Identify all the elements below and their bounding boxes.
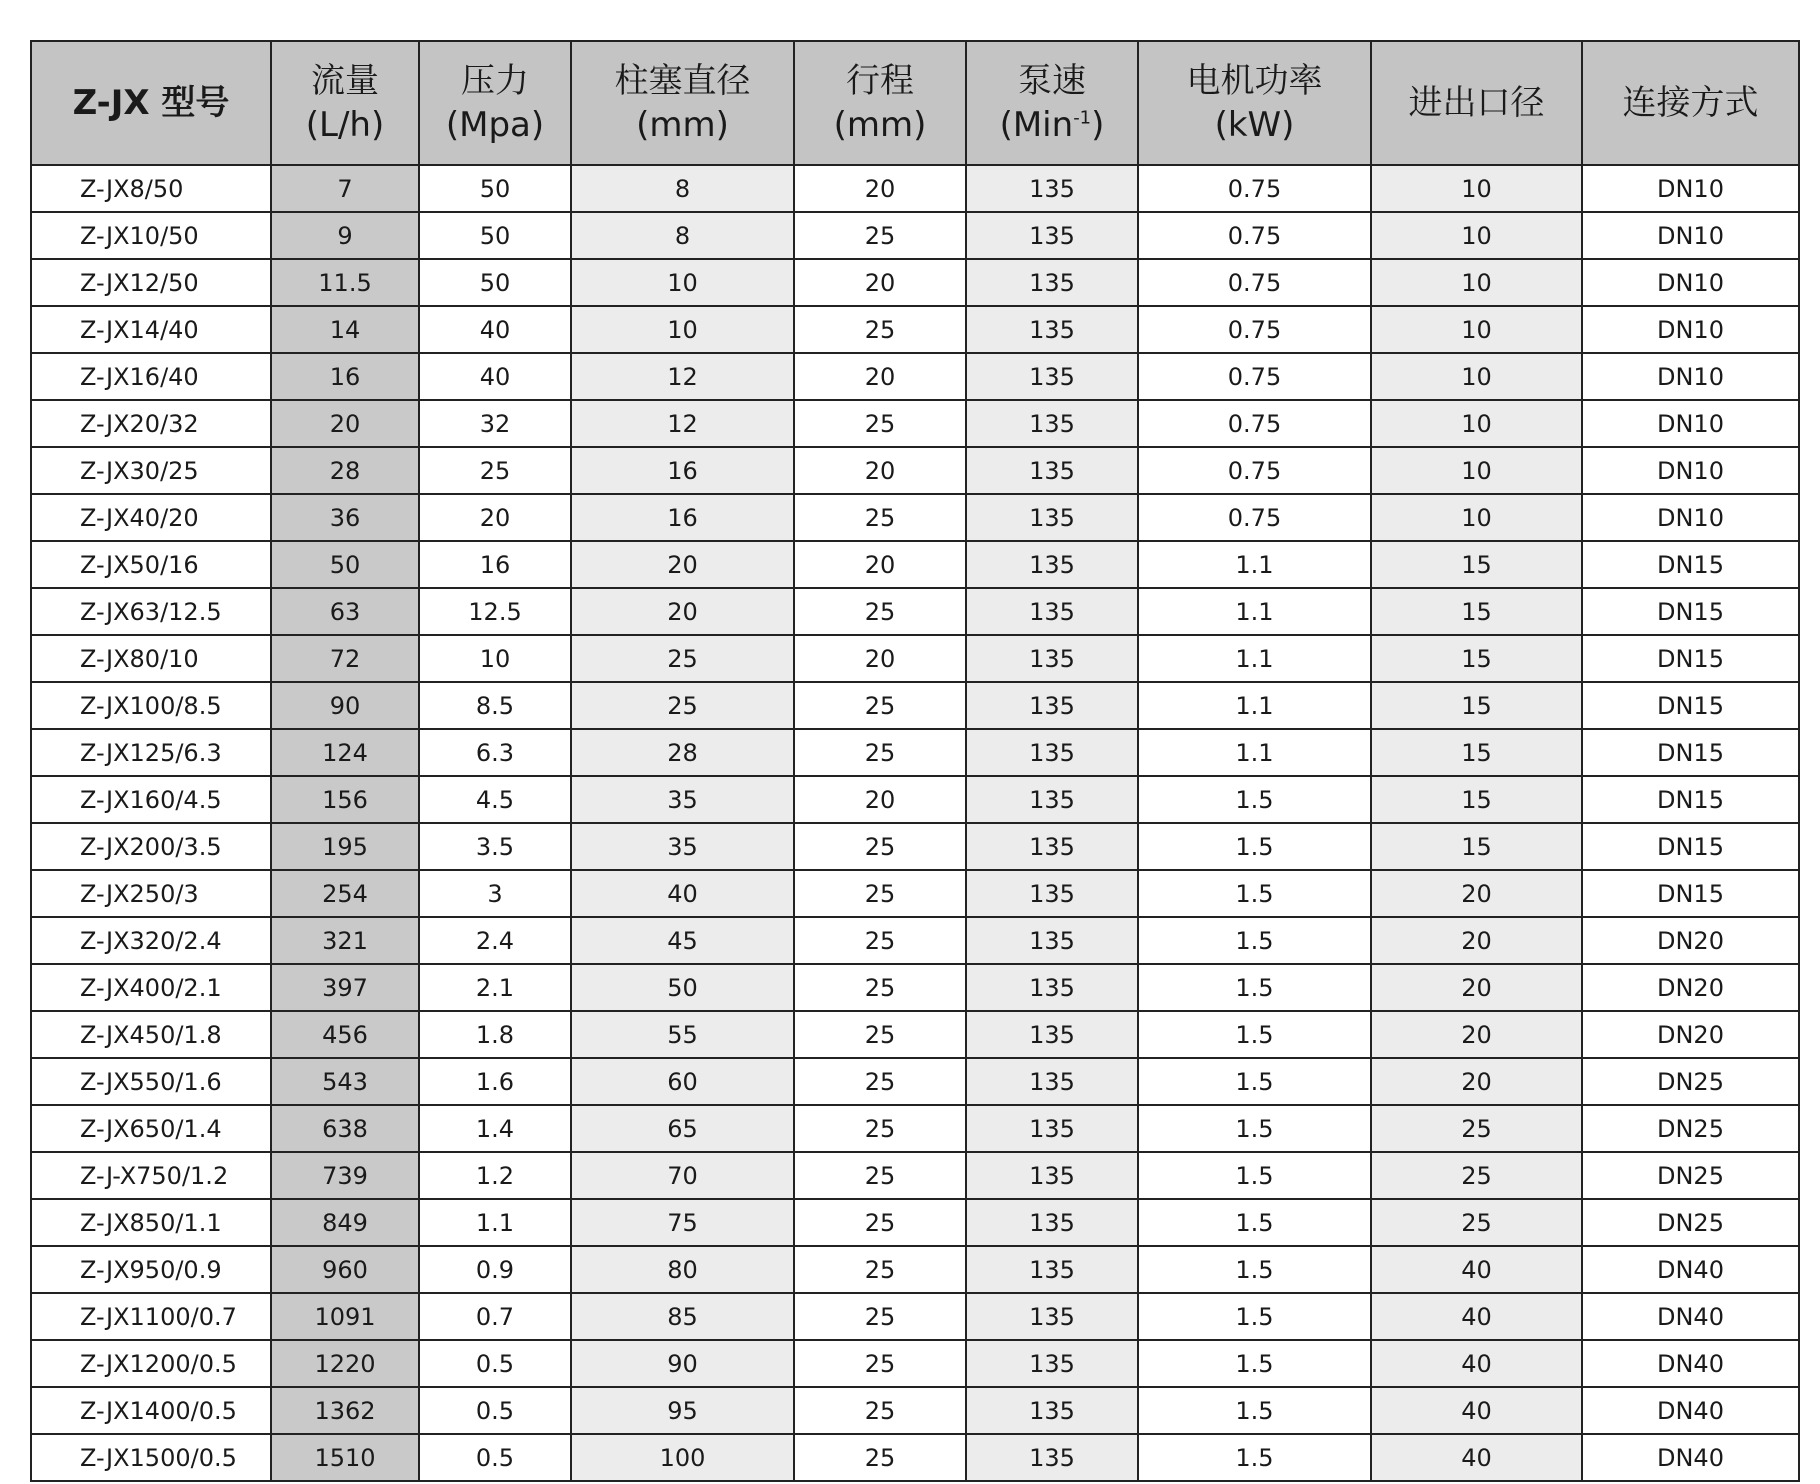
table-row — [31, 447, 1799, 494]
cell-flow: 195 — [271, 823, 419, 870]
cell-stroke: 25 — [794, 306, 966, 353]
cell-plunger-diameter: 16 — [571, 447, 794, 494]
cell-port-diameter: 10 — [1371, 447, 1582, 494]
pump-spec-table — [30, 40, 1800, 1482]
cell-motor-power: 0.75 — [1138, 494, 1371, 541]
cell-pressure: 16 — [419, 541, 571, 588]
cell-port-diameter: 25 — [1371, 1152, 1582, 1199]
cell-flow: 739 — [271, 1152, 419, 1199]
cell-model: Z-JX100/8.5 — [31, 682, 271, 729]
cell-connection-type: DN15 — [1582, 823, 1799, 870]
cell-stroke: 20 — [794, 447, 966, 494]
cell-flow: 254 — [271, 870, 419, 917]
cell-flow: 11.5 — [271, 259, 419, 306]
cell-flow: 456 — [271, 1011, 419, 1058]
cell-flow: 1220 — [271, 1340, 419, 1387]
cell-motor-power: 1.1 — [1138, 541, 1371, 588]
cell-pump-speed: 135 — [966, 588, 1138, 635]
table-row — [31, 1152, 1799, 1199]
cell-pump-speed: 135 — [966, 1105, 1138, 1152]
table-row — [31, 729, 1799, 776]
cell-flow: 1362 — [271, 1387, 419, 1434]
cell-pump-speed: 135 — [966, 1011, 1138, 1058]
header-port-diameter: 进出口径 — [1371, 41, 1582, 165]
cell-motor-power: 0.75 — [1138, 447, 1371, 494]
cell-stroke: 25 — [794, 400, 966, 447]
cell-model: Z-JX20/32 — [31, 400, 271, 447]
cell-stroke: 25 — [794, 1011, 966, 1058]
cell-flow: 321 — [271, 917, 419, 964]
cell-plunger-diameter: 35 — [571, 776, 794, 823]
cell-model: Z-JX950/0.9 — [31, 1246, 271, 1293]
cell-connection-type: DN25 — [1582, 1152, 1799, 1199]
cell-model: Z-JX250/3 — [31, 870, 271, 917]
table-row — [31, 259, 1799, 306]
cell-connection-type: DN20 — [1582, 1011, 1799, 1058]
cell-connection-type: DN10 — [1582, 165, 1799, 212]
cell-pump-speed: 135 — [966, 400, 1138, 447]
cell-pressure: 0.7 — [419, 1293, 571, 1340]
table-body — [31, 165, 1799, 1481]
cell-connection-type: DN25 — [1582, 1199, 1799, 1246]
cell-pump-speed: 135 — [966, 541, 1138, 588]
cell-plunger-diameter: 25 — [571, 682, 794, 729]
table-row — [31, 494, 1799, 541]
cell-plunger-diameter: 20 — [571, 541, 794, 588]
cell-model: Z-JX1100/0.7 — [31, 1293, 271, 1340]
table-row — [31, 1387, 1799, 1434]
cell-flow: 90 — [271, 682, 419, 729]
cell-plunger-diameter: 40 — [571, 870, 794, 917]
cell-stroke: 25 — [794, 1246, 966, 1293]
cell-port-diameter: 15 — [1371, 776, 1582, 823]
table-row — [31, 1434, 1799, 1481]
cell-motor-power: 0.75 — [1138, 259, 1371, 306]
cell-pump-speed: 135 — [966, 165, 1138, 212]
table-row — [31, 1058, 1799, 1105]
cell-pressure: 50 — [419, 165, 571, 212]
cell-pressure: 2.4 — [419, 917, 571, 964]
cell-pressure: 40 — [419, 306, 571, 353]
cell-stroke: 20 — [794, 776, 966, 823]
cell-pressure: 4.5 — [419, 776, 571, 823]
cell-port-diameter: 20 — [1371, 917, 1582, 964]
cell-stroke: 20 — [794, 259, 966, 306]
cell-motor-power: 0.75 — [1138, 165, 1371, 212]
cell-connection-type: DN25 — [1582, 1058, 1799, 1105]
cell-port-diameter: 15 — [1371, 729, 1582, 776]
cell-motor-power: 1.5 — [1138, 1293, 1371, 1340]
cell-plunger-diameter: 70 — [571, 1152, 794, 1199]
cell-pump-speed: 135 — [966, 447, 1138, 494]
cell-connection-type: DN15 — [1582, 635, 1799, 682]
cell-flow: 638 — [271, 1105, 419, 1152]
cell-pump-speed: 135 — [966, 1340, 1138, 1387]
cell-pump-speed: 135 — [966, 1058, 1138, 1105]
cell-port-diameter: 15 — [1371, 541, 1582, 588]
cell-connection-type: DN15 — [1582, 541, 1799, 588]
cell-pump-speed: 135 — [966, 917, 1138, 964]
cell-stroke: 20 — [794, 635, 966, 682]
cell-flow: 28 — [271, 447, 419, 494]
table-row — [31, 823, 1799, 870]
cell-pressure: 25 — [419, 447, 571, 494]
cell-pressure: 50 — [419, 259, 571, 306]
cell-stroke: 25 — [794, 1434, 966, 1481]
cell-connection-type: DN10 — [1582, 353, 1799, 400]
table-row — [31, 870, 1799, 917]
cell-motor-power: 1.5 — [1138, 1246, 1371, 1293]
cell-model: Z-JX14/40 — [31, 306, 271, 353]
cell-port-diameter: 40 — [1371, 1246, 1582, 1293]
cell-model: Z-JX63/12.5 — [31, 588, 271, 635]
cell-model: Z-JX320/2.4 — [31, 917, 271, 964]
cell-port-diameter: 20 — [1371, 1011, 1582, 1058]
cell-model: Z-JX50/16 — [31, 541, 271, 588]
header-row — [31, 41, 1799, 165]
cell-pressure: 1.4 — [419, 1105, 571, 1152]
cell-stroke: 25 — [794, 729, 966, 776]
cell-stroke: 25 — [794, 1152, 966, 1199]
cell-pump-speed: 135 — [966, 776, 1138, 823]
cell-pressure: 6.3 — [419, 729, 571, 776]
cell-port-diameter: 15 — [1371, 588, 1582, 635]
cell-pressure: 3.5 — [419, 823, 571, 870]
header-pump-speed: 泵速 (Min$^{-1}$) — [966, 41, 1138, 165]
header-model: Z-JX 型号 — [31, 41, 271, 165]
cell-pressure: 12.5 — [419, 588, 571, 635]
cell-port-diameter: 10 — [1371, 494, 1582, 541]
table-row — [31, 1293, 1799, 1340]
cell-motor-power: 1.5 — [1138, 1105, 1371, 1152]
header-stroke: 行程 (mm) — [794, 41, 966, 165]
cell-flow: 72 — [271, 635, 419, 682]
table-row — [31, 212, 1799, 259]
cell-pressure: 0.5 — [419, 1434, 571, 1481]
cell-port-diameter: 10 — [1371, 259, 1582, 306]
table-row — [31, 917, 1799, 964]
cell-stroke: 25 — [794, 682, 966, 729]
cell-pressure: 0.5 — [419, 1340, 571, 1387]
cell-model: Z-JX12/50 — [31, 259, 271, 306]
cell-model: Z-JX550/1.6 — [31, 1058, 271, 1105]
cell-plunger-diameter: 8 — [571, 165, 794, 212]
table-row — [31, 635, 1799, 682]
cell-connection-type: DN10 — [1582, 447, 1799, 494]
cell-pump-speed: 135 — [966, 682, 1138, 729]
cell-motor-power: 1.1 — [1138, 635, 1371, 682]
cell-connection-type: DN15 — [1582, 870, 1799, 917]
cell-stroke: 25 — [794, 870, 966, 917]
header-plunger-diameter: 柱塞直径 (mm) — [571, 41, 794, 165]
cell-model: Z-JX80/10 — [31, 635, 271, 682]
cell-port-diameter: 10 — [1371, 165, 1582, 212]
table-row — [31, 588, 1799, 635]
cell-stroke: 25 — [794, 917, 966, 964]
cell-flow: 124 — [271, 729, 419, 776]
cell-pump-speed: 135 — [966, 1387, 1138, 1434]
cell-plunger-diameter: 16 — [571, 494, 794, 541]
table-row — [31, 400, 1799, 447]
cell-plunger-diameter: 35 — [571, 823, 794, 870]
cell-connection-type: DN40 — [1582, 1434, 1799, 1481]
cell-pressure: 20 — [419, 494, 571, 541]
cell-port-diameter: 10 — [1371, 353, 1582, 400]
cell-model: Z-JX1200/0.5 — [31, 1340, 271, 1387]
cell-model: Z-J-X750/1.2 — [31, 1152, 271, 1199]
header-motor-power: 电机功率 (kW) — [1138, 41, 1371, 165]
cell-motor-power: 1.5 — [1138, 1434, 1371, 1481]
cell-model: Z-JX1500/0.5 — [31, 1434, 271, 1481]
cell-model: Z-JX30/25 — [31, 447, 271, 494]
cell-pressure: 10 — [419, 635, 571, 682]
header-flow: 流量 (L/h) — [271, 41, 419, 165]
cell-stroke: 25 — [794, 1293, 966, 1340]
cell-plunger-diameter: 75 — [571, 1199, 794, 1246]
cell-pump-speed: 135 — [966, 635, 1138, 682]
header-pump-speed-unit: (Min$^{-1}$) — [999, 105, 1105, 145]
cell-stroke: 25 — [794, 964, 966, 1011]
table-row — [31, 964, 1799, 1011]
cell-pump-speed: 135 — [966, 494, 1138, 541]
cell-motor-power: 1.5 — [1138, 964, 1371, 1011]
cell-connection-type: DN10 — [1582, 494, 1799, 541]
cell-flow: 9 — [271, 212, 419, 259]
table-row — [31, 1246, 1799, 1293]
cell-motor-power: 0.75 — [1138, 353, 1371, 400]
cell-port-diameter: 20 — [1371, 964, 1582, 1011]
cell-motor-power: 1.5 — [1138, 1340, 1371, 1387]
cell-model: Z-JX160/4.5 — [31, 776, 271, 823]
cell-port-diameter: 15 — [1371, 823, 1582, 870]
cell-stroke: 25 — [794, 823, 966, 870]
cell-stroke: 25 — [794, 1199, 966, 1246]
cell-motor-power: 0.75 — [1138, 212, 1371, 259]
header-pressure: 压力 (Mpa) — [419, 41, 571, 165]
cell-stroke: 25 — [794, 1387, 966, 1434]
cell-pump-speed: 135 — [966, 259, 1138, 306]
cell-plunger-diameter: 28 — [571, 729, 794, 776]
cell-stroke: 25 — [794, 1058, 966, 1105]
cell-model: Z-JX1400/0.5 — [31, 1387, 271, 1434]
cell-motor-power: 1.1 — [1138, 729, 1371, 776]
cell-flow: 63 — [271, 588, 419, 635]
cell-flow: 849 — [271, 1199, 419, 1246]
cell-motor-power: 1.5 — [1138, 1058, 1371, 1105]
cell-connection-type: DN40 — [1582, 1340, 1799, 1387]
cell-flow: 20 — [271, 400, 419, 447]
cell-flow: 397 — [271, 964, 419, 1011]
cell-plunger-diameter: 8 — [571, 212, 794, 259]
cell-pump-speed: 135 — [966, 306, 1138, 353]
cell-pressure: 1.2 — [419, 1152, 571, 1199]
cell-pump-speed: 135 — [966, 212, 1138, 259]
cell-plunger-diameter: 50 — [571, 964, 794, 1011]
cell-plunger-diameter: 10 — [571, 306, 794, 353]
cell-pressure: 0.9 — [419, 1246, 571, 1293]
cell-port-diameter: 10 — [1371, 306, 1582, 353]
cell-motor-power: 1.5 — [1138, 870, 1371, 917]
cell-port-diameter: 10 — [1371, 212, 1582, 259]
table-row — [31, 165, 1799, 212]
cell-port-diameter: 20 — [1371, 870, 1582, 917]
cell-model: Z-JX16/40 — [31, 353, 271, 400]
cell-pump-speed: 135 — [966, 1434, 1138, 1481]
cell-plunger-diameter: 12 — [571, 400, 794, 447]
cell-port-diameter: 20 — [1371, 1058, 1582, 1105]
cell-pump-speed: 135 — [966, 1246, 1138, 1293]
cell-connection-type: DN15 — [1582, 729, 1799, 776]
cell-pressure: 40 — [419, 353, 571, 400]
cell-pump-speed: 135 — [966, 1152, 1138, 1199]
cell-flow: 7 — [271, 165, 419, 212]
cell-motor-power: 1.5 — [1138, 776, 1371, 823]
cell-stroke: 25 — [794, 212, 966, 259]
table-row — [31, 1105, 1799, 1152]
cell-motor-power: 1.5 — [1138, 917, 1371, 964]
cell-plunger-diameter: 20 — [571, 588, 794, 635]
cell-pump-speed: 135 — [966, 823, 1138, 870]
cell-port-diameter: 10 — [1371, 400, 1582, 447]
cell-plunger-diameter: 45 — [571, 917, 794, 964]
cell-flow: 1091 — [271, 1293, 419, 1340]
cell-plunger-diameter: 25 — [571, 635, 794, 682]
cell-connection-type: DN10 — [1582, 212, 1799, 259]
cell-plunger-diameter: 100 — [571, 1434, 794, 1481]
cell-flow: 1510 — [271, 1434, 419, 1481]
cell-port-diameter: 25 — [1371, 1105, 1582, 1152]
cell-stroke: 20 — [794, 165, 966, 212]
cell-pressure: 50 — [419, 212, 571, 259]
cell-pressure: 1.8 — [419, 1011, 571, 1058]
table-row — [31, 1011, 1799, 1058]
cell-port-diameter: 40 — [1371, 1293, 1582, 1340]
table-row — [31, 306, 1799, 353]
cell-connection-type: DN15 — [1582, 588, 1799, 635]
cell-port-diameter: 40 — [1371, 1387, 1582, 1434]
cell-plunger-diameter: 90 — [571, 1340, 794, 1387]
cell-flow: 50 — [271, 541, 419, 588]
cell-pressure: 8.5 — [419, 682, 571, 729]
cell-model: Z-JX40/20 — [31, 494, 271, 541]
cell-pressure: 1.1 — [419, 1199, 571, 1246]
cell-stroke: 20 — [794, 541, 966, 588]
cell-flow: 543 — [271, 1058, 419, 1105]
cell-stroke: 20 — [794, 353, 966, 400]
cell-connection-type: DN15 — [1582, 776, 1799, 823]
cell-flow: 36 — [271, 494, 419, 541]
cell-model: Z-JX200/3.5 — [31, 823, 271, 870]
cell-pressure: 0.5 — [419, 1387, 571, 1434]
cell-flow: 14 — [271, 306, 419, 353]
cell-motor-power: 1.5 — [1138, 1387, 1371, 1434]
cell-plunger-diameter: 80 — [571, 1246, 794, 1293]
header-connection-type: 连接方式 — [1582, 41, 1799, 165]
cell-motor-power: 1.5 — [1138, 823, 1371, 870]
cell-motor-power: 1.1 — [1138, 588, 1371, 635]
table-row — [31, 353, 1799, 400]
cell-model: Z-JX400/2.1 — [31, 964, 271, 1011]
cell-pressure: 32 — [419, 400, 571, 447]
cell-flow: 960 — [271, 1246, 419, 1293]
table-row — [31, 776, 1799, 823]
table-row — [31, 541, 1799, 588]
cell-port-diameter: 15 — [1371, 635, 1582, 682]
cell-pump-speed: 135 — [966, 1199, 1138, 1246]
cell-connection-type: DN20 — [1582, 964, 1799, 1011]
cell-pressure: 2.1 — [419, 964, 571, 1011]
cell-port-diameter: 40 — [1371, 1434, 1582, 1481]
cell-pump-speed: 135 — [966, 729, 1138, 776]
cell-connection-type: DN40 — [1582, 1293, 1799, 1340]
cell-model: Z-JX650/1.4 — [31, 1105, 271, 1152]
cell-flow: 16 — [271, 353, 419, 400]
cell-connection-type: DN40 — [1582, 1246, 1799, 1293]
cell-plunger-diameter: 85 — [571, 1293, 794, 1340]
cell-plunger-diameter: 65 — [571, 1105, 794, 1152]
cell-motor-power: 1.5 — [1138, 1152, 1371, 1199]
cell-model: Z-JX125/6.3 — [31, 729, 271, 776]
cell-stroke: 25 — [794, 1105, 966, 1152]
cell-port-diameter: 15 — [1371, 682, 1582, 729]
cell-motor-power: 1.5 — [1138, 1199, 1371, 1246]
cell-connection-type: DN10 — [1582, 259, 1799, 306]
table-row — [31, 682, 1799, 729]
cell-connection-type: DN10 — [1582, 400, 1799, 447]
cell-model: Z-JX850/1.1 — [31, 1199, 271, 1246]
cell-pump-speed: 135 — [966, 870, 1138, 917]
cell-motor-power: 0.75 — [1138, 306, 1371, 353]
cell-plunger-diameter: 95 — [571, 1387, 794, 1434]
cell-motor-power: 1.1 — [1138, 682, 1371, 729]
cell-flow: 156 — [271, 776, 419, 823]
cell-stroke: 25 — [794, 494, 966, 541]
cell-pump-speed: 135 — [966, 1293, 1138, 1340]
table-row — [31, 1199, 1799, 1246]
cell-plunger-diameter: 60 — [571, 1058, 794, 1105]
cell-port-diameter: 40 — [1371, 1340, 1582, 1387]
cell-model: Z-JX450/1.8 — [31, 1011, 271, 1058]
cell-connection-type: DN15 — [1582, 682, 1799, 729]
cell-motor-power: 0.75 — [1138, 400, 1371, 447]
cell-plunger-diameter: 55 — [571, 1011, 794, 1058]
cell-connection-type: DN40 — [1582, 1387, 1799, 1434]
cell-connection-type: DN10 — [1582, 306, 1799, 353]
table-row — [31, 1340, 1799, 1387]
cell-port-diameter: 25 — [1371, 1199, 1582, 1246]
cell-connection-type: DN20 — [1582, 917, 1799, 964]
cell-pump-speed: 135 — [966, 353, 1138, 400]
cell-connection-type: DN25 — [1582, 1105, 1799, 1152]
cell-stroke: 25 — [794, 1340, 966, 1387]
cell-pressure: 3 — [419, 870, 571, 917]
cell-pressure: 1.6 — [419, 1058, 571, 1105]
cell-model: Z-JX8/50 — [31, 165, 271, 212]
cell-plunger-diameter: 12 — [571, 353, 794, 400]
cell-model: Z-JX10/50 — [31, 212, 271, 259]
cell-motor-power: 1.5 — [1138, 1011, 1371, 1058]
cell-stroke: 25 — [794, 588, 966, 635]
cell-pump-speed: 135 — [966, 964, 1138, 1011]
cell-plunger-diameter: 10 — [571, 259, 794, 306]
